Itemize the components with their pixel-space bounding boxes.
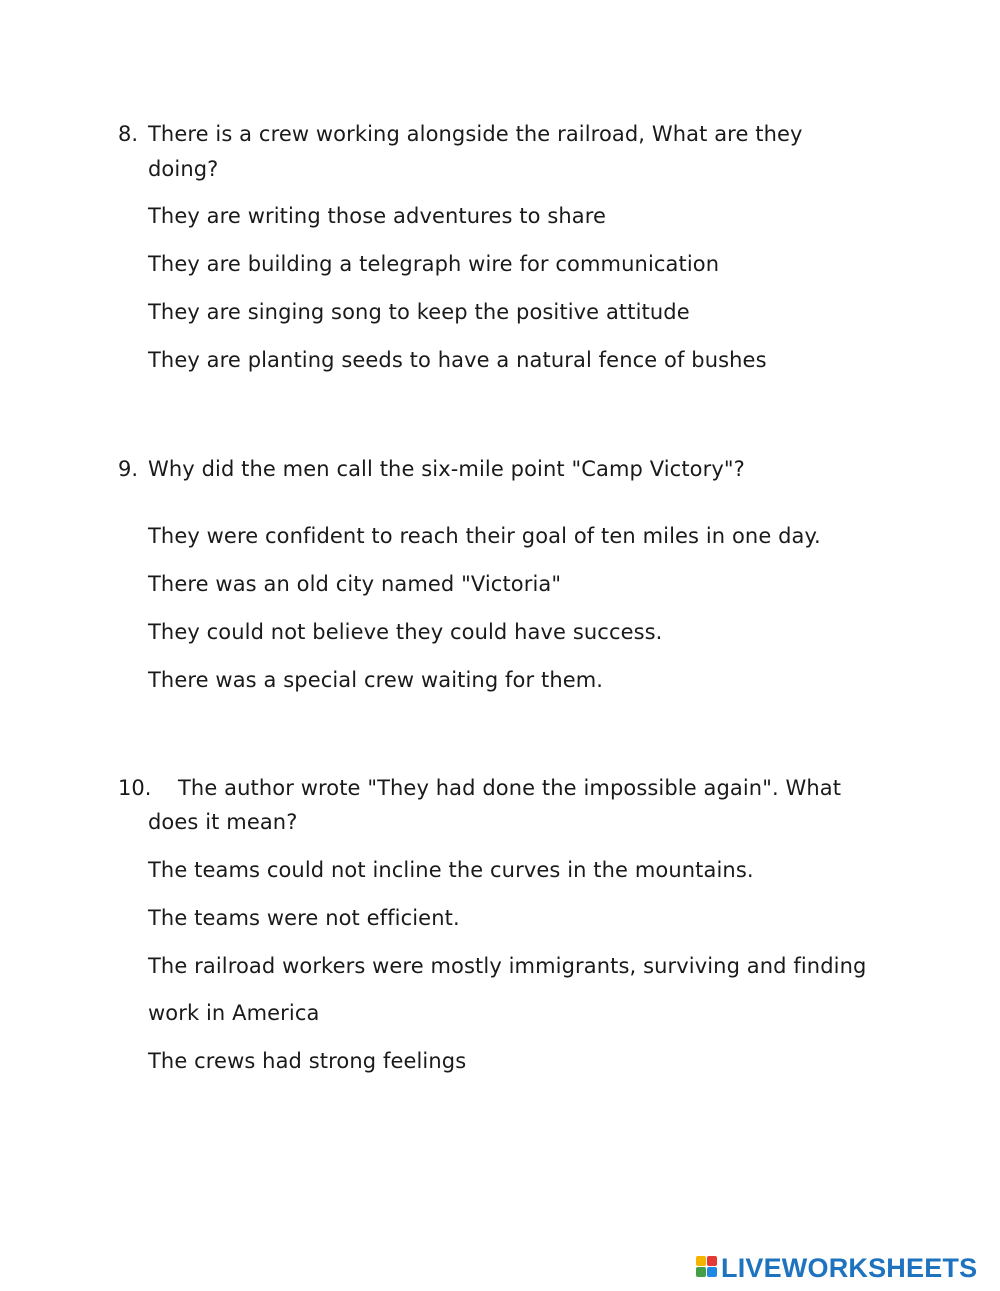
answer-option[interactable]: The teams could not incline the curves in the mountains. bbox=[148, 858, 754, 882]
answer-option[interactable]: They are singing song to keep the positive attitude bbox=[148, 300, 690, 324]
logo-text: LIVEWORKSHEETS bbox=[721, 1252, 978, 1283]
question-text: The author wrote "They had done the impossible again". What bbox=[178, 776, 842, 800]
question-text-continued: doing? bbox=[148, 157, 219, 181]
answer-option[interactable]: They are writing those adventures to share bbox=[148, 204, 607, 228]
question-text: There is a crew working alongside the railroad, What are they bbox=[148, 122, 803, 146]
answer-option[interactable]: There was a special crew waiting for them. bbox=[148, 668, 604, 692]
answer-option[interactable]: They were confident to reach their goal of ten miles in one day. bbox=[148, 524, 821, 548]
question-number: 10. bbox=[118, 776, 152, 800]
question-text: Why did the men call the six-mile point "Camp Victory"? bbox=[148, 457, 745, 481]
answer-option[interactable]: The teams were not efficient. bbox=[148, 906, 460, 930]
answer-option[interactable]: They are planting seeds to have a natural fence of bushes bbox=[148, 348, 767, 372]
answer-option-continued[interactable]: work in America bbox=[148, 1001, 320, 1025]
question-number: 9. bbox=[118, 457, 139, 481]
liveworksheets-logo bbox=[696, 1253, 977, 1283]
answer-option[interactable]: There was an old city named "Victoria" bbox=[148, 572, 562, 596]
answer-option[interactable]: They are building a telegraph wire for communication bbox=[148, 252, 720, 276]
question-number: 8. bbox=[118, 122, 139, 146]
liveworksheets-logo-icon bbox=[696, 1256, 718, 1280]
question-text-continued: does it mean? bbox=[148, 810, 298, 834]
answer-option[interactable]: The crews had strong feelings bbox=[148, 1049, 467, 1073]
answer-option[interactable]: They could not believe they could have success. bbox=[148, 620, 663, 644]
answer-option[interactable]: The railroad workers were mostly immigrants, surviving and finding bbox=[148, 954, 867, 978]
